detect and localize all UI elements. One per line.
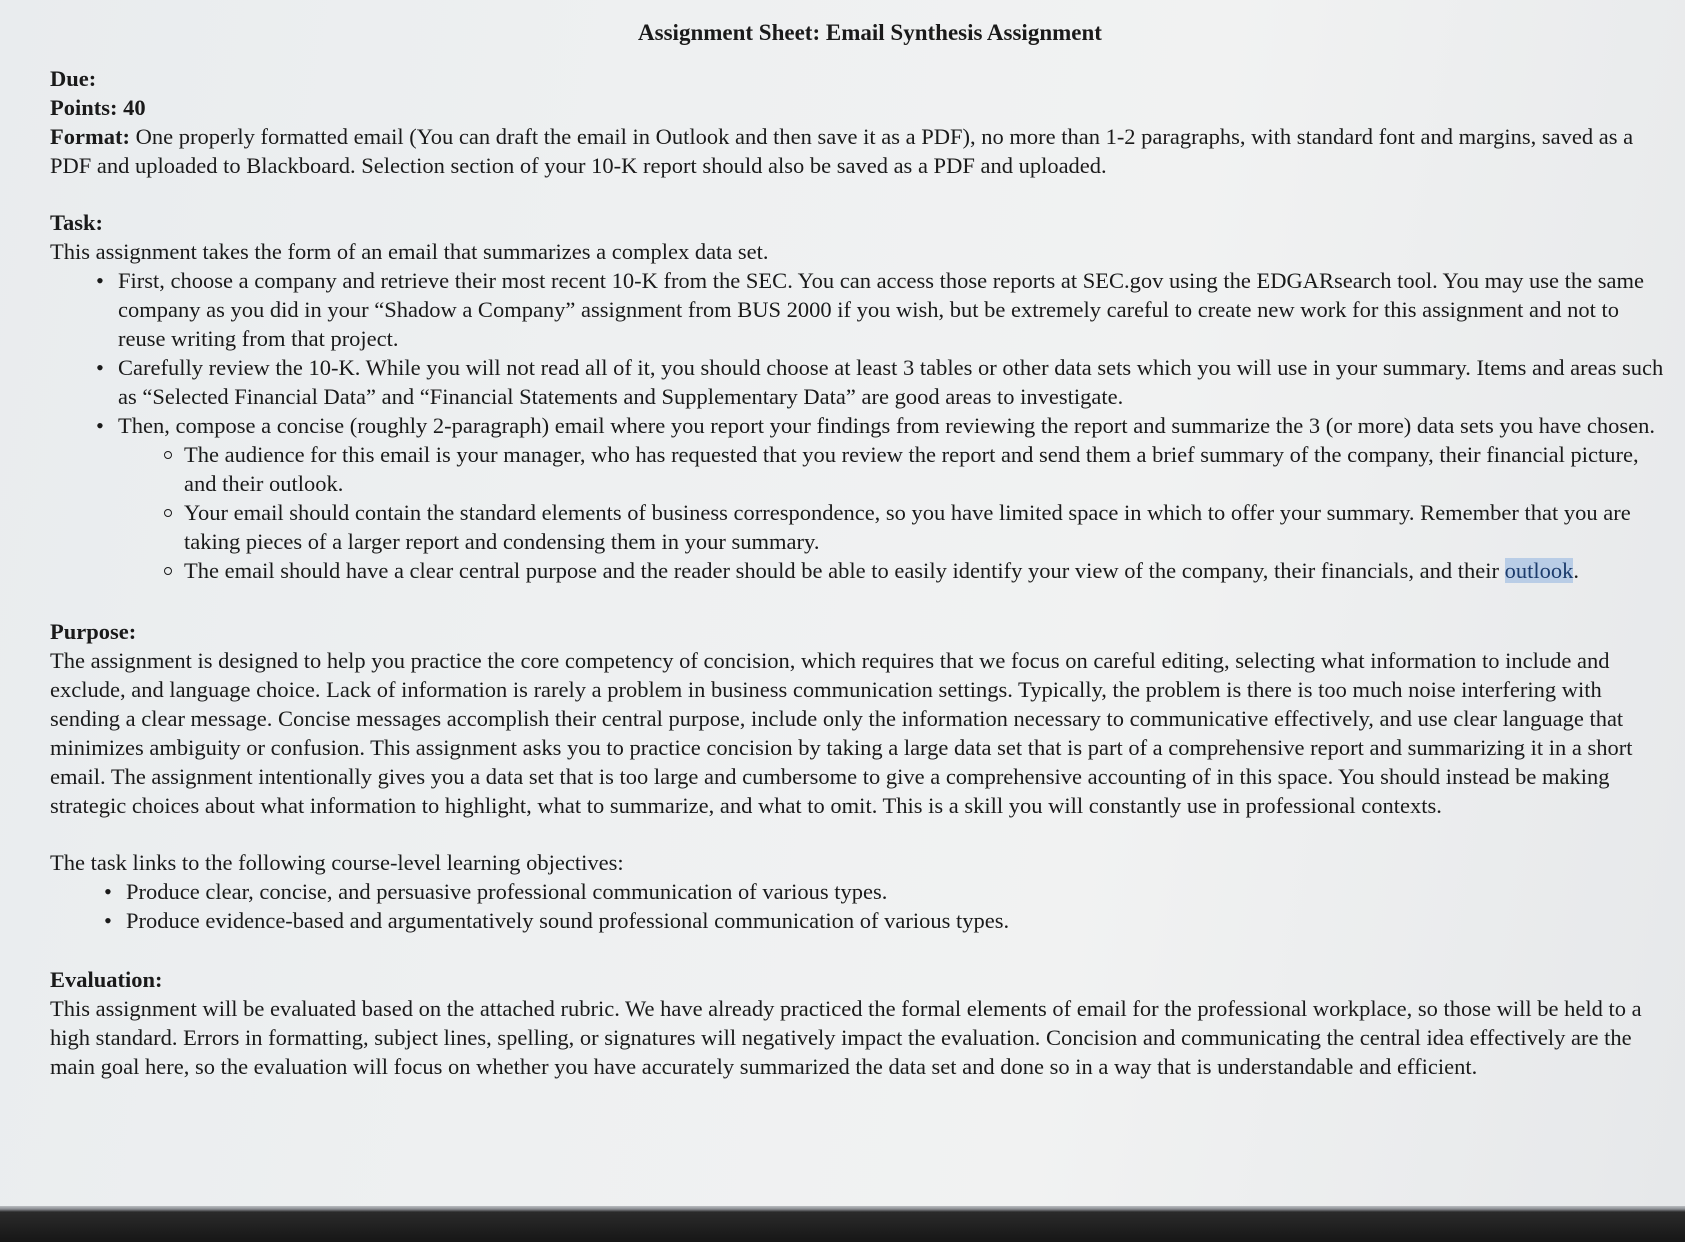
task-sub-bullet-text: The email should have a clear central purpose and the reader should be able to easily identify your view of the company, their financials, and their [184, 558, 1505, 583]
format-text: One properly formatted email (You can draft the email in Outlook and then save it as a PDF), no more than 1-2 paragraphs, with standard font and margins, saved as a PDF and uploaded to Blackboard. Selection section of your 10-K report should also be saved as a PDF and uploaded. [50, 124, 1634, 178]
due-label: Due: [50, 66, 97, 91]
objective-item: • Produce clear, concise, and persuasive professional communication of various types. [126, 877, 1670, 906]
task-sub-bullet: Your email should contain the standard elements of business correspondence, so you have limited space in which to offer your summary. Remember that you are taking pieces of a larger report and condensing them in your summary. [184, 498, 1670, 556]
purpose-label: Purpose: [50, 619, 137, 644]
document-body [50, 64, 1670, 1081]
task-label: Task: [50, 210, 103, 235]
format-paragraph [50, 122, 1670, 180]
points-line [50, 93, 1670, 122]
task-bullet: • First, choose a company and retrieve their most recent 10-K from the SEC. You can access those reports at SEC.gov using the EDGARsearch tool. You may use the same company as you did in your “Shadow a Company” assignment from BUS 2000 if you wish, but be extremely careful to create new work for this assignment and not to reuse writing from that project. [118, 266, 1670, 353]
task-sub-bullet-list [118, 440, 1670, 585]
task-sub-bullet: The audience for this email is your manager, who has requested that you review the report and send them a brief summary of the company, their financial picture, and their outlook. [184, 440, 1670, 498]
task-bullet-list [50, 266, 1670, 585]
task-bullet-with-sublist [118, 411, 1670, 585]
task-intro: This assignment takes the form of an email that summarizes a complex data set. [50, 239, 769, 264]
objectives-intro: The task links to the following course-level learning objectives: [50, 850, 624, 875]
task-bullet: • Carefully review the 10-K. While you will not read all of it, you should choose at least 3 tables or other data sets which you will use in your summary. Items and areas such as “Selected Financial Data” and “Financial Statements and Supplementary Data” are good areas to investigate. [118, 353, 1670, 411]
screen-bezel [0, 1206, 1685, 1242]
purpose-section [50, 617, 1670, 820]
objectives-section [50, 848, 1670, 935]
task-bullet-text: Then, compose a concise (roughly 2-paragraph) email where you report your findings from reviewing the report and summarize the 3 (or more) data sets you have chosen. [118, 413, 1655, 438]
format-label: Format: [50, 124, 130, 149]
objective-item: • Produce evidence-based and argumentatively sound professional communication of various types. [126, 906, 1670, 935]
objectives-list [50, 877, 1670, 935]
evaluation-section [50, 965, 1670, 1081]
selected-text-highlight[interactable]: outlook [1504, 558, 1574, 583]
task-section [50, 208, 1670, 585]
page-title: Assignment Sheet: Email Synthesis Assignment [638, 20, 1102, 45]
points-label: Points: 40 [50, 95, 146, 120]
purpose-text: The assignment is designed to help you practice the core competency of concision, which requires that we focus on careful editing, selecting what information to include and exclude, and language choice. Lack of information is rarely a problem in business communication settings. Typically, the problem is there is too much noise interfering with sending a clear message. Concise messages accomplish their central purpose, include only the information necessary to communicative effectively, and use clear language that minimizes ambiguity or confusion. This assignment asks you to practice concision by taking a large data set that is part of a comprehensive report and summarizing it in a short email. The assignment intentionally gives you a data set that is too large and cumbersome to give a comprehensive accounting of in this space. You should instead be making strategic choices about what information to highlight, what to summarize, and what to omit. This is a skill you will constantly use in professional contexts. [50, 648, 1633, 818]
evaluation-label: Evaluation: [50, 967, 163, 992]
task-sub-bullet-end: . [1573, 558, 1579, 583]
due-line [50, 64, 1670, 93]
evaluation-text: This assignment will be evaluated based on the attached rubric. We have already practiced the formal elements of email for the professional workplace, so those will be held to a high standard. Errors in formatting, subject lines, spelling, or signatures will negatively impact the evaluation. Concision and communicating the central idea effectively are the main goal here, so the evaluation will focus on whether you have accurately summarized the data set and done so in a way that is understandable and efficient. [50, 996, 1642, 1079]
task-sub-bullet [184, 556, 1670, 585]
